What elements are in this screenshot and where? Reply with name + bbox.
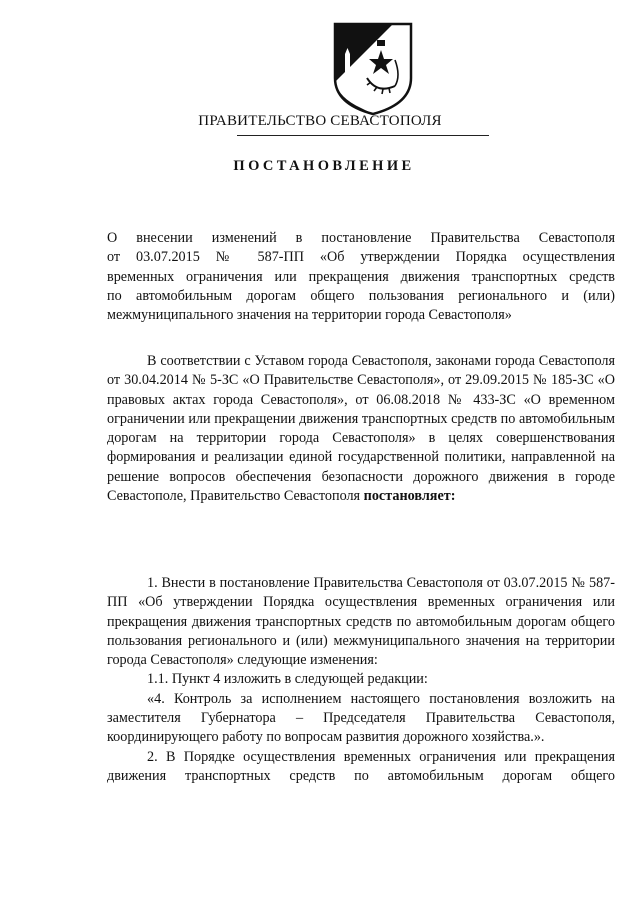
preamble-paragraph [107,352,615,506]
clause-quote: «4. Контроль за исполнением настоящего постановления возложить на заместителя Губернатора – Председателя Правительства Севастополя, координирующего работу по вопросам развития дорожного хозяйства.». [107,690,615,746]
resolves-word: постановляет: [363,488,456,505]
title-line-2: от 03.07.2015 № 587-ПП «Об утверждении Порядка осуществления [107,249,615,266]
clause-1: 1. Внести в постановление Правительства Севастополя от 03.07.2015 № 587-ПП «Об утверждении Порядка осуществления временных ограничения или прекращения движения транспортных средств по автомобильным дорогам общего пользования регионального и (или) межмуниципального значения на территории города Севастополя» следующие изменения: [107,575,615,669]
decree-title [107,229,615,325]
title-line-3: временных ограничения или прекращения движения транспортных средств [107,268,615,285]
document-type-heading: ПОСТАНОВЛЕНИЕ [233,158,415,174]
government-name: ПРАВИТЕЛЬСТВО СЕВАСТОПОЛЯ [198,113,442,129]
clause-2: 2. В Порядке осуществления временных ограничения или прекращения движения транспортных средств по автомобильным дорогам общего [107,748,615,784]
decree-body [107,574,615,786]
header-divider [237,135,489,136]
title-line-5: межмуниципального значения на территории города Севастополя» [107,307,512,324]
preamble [107,352,615,506]
title-line-1: О внесении изменений в постановление Правительства Севастополя [107,230,615,246]
preamble-text: В соответствии с Уставом города Севастополя, законами города Севастополя от 30.04.2014 № 5-ЗС «О Правительстве Севастополя», от 29.09.2015 № 185-ЗС «О правовых актах города Севастополя», от 06.08.2018 № 433-ЗС «О временном ограничении или прекращении движения транспортных средств по автомобильным дорогам на территории города Севастополя» в целях совершенствования формирования и реализации единой государственной политики, направленной на решение вопросов обеспечения безопасности дорожного движения в городе Севастополе, Правительство Севастополя [107,353,615,505]
title-line-4: по автомобильным дорогам общего пользования регионального и (или) [107,287,615,304]
clause-1-1: 1.1. Пункт 4 изложить в следующей редакции: [147,671,428,688]
sevastopol-coat-of-arms-icon [331,20,415,116]
